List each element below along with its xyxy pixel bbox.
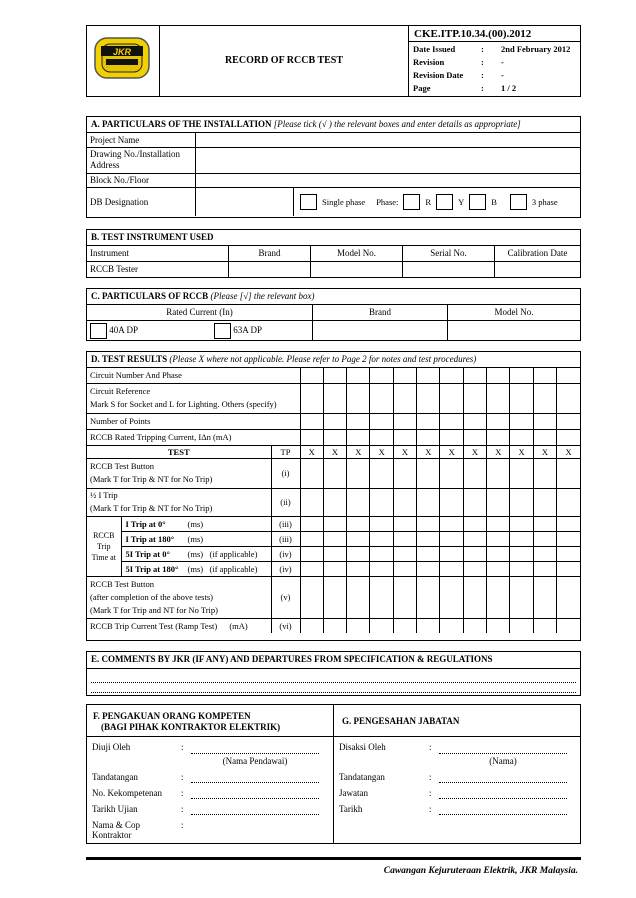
result-cell[interactable] [463,576,486,618]
result-cell[interactable] [370,561,393,576]
tp-vi: (vi) [271,618,300,633]
label-block: Block No./Floor [87,173,196,187]
f-stamp-label: Nama & Cop Kontraktor [92,820,140,840]
section-e [86,651,581,696]
footer-text: Cawangan Kejuruteraan Elektrik, JKR Malaysia. [383,866,578,876]
result-cell[interactable] [347,429,370,445]
label-half-trip [87,488,271,516]
result-cell[interactable] [417,576,440,618]
circuit-ref-line-1: Circuit Reference [90,386,151,396]
x-mark: X [393,445,416,458]
result-cell[interactable] [417,516,440,531]
circuit-ref-line-2: Mark S for Socket and L for Lighting. Others (specify) [90,399,277,409]
col-calibration: Calibration Date [495,246,581,261]
label-rated-trip: RCCB Rated Tripping Current, IΔn (mA) [87,429,300,445]
result-cell[interactable] [557,516,580,531]
half-trip-line-2: (Mark T for Trip & NT for No Trip) [90,503,213,513]
label-circuit-number: Circuit Number And Phase [87,368,300,383]
result-cell[interactable] [300,561,323,576]
result-cell[interactable] [417,618,440,633]
half-trip-line-1: ½ I Trip [90,490,118,500]
result-cell[interactable] [370,413,393,429]
result-cell[interactable] [300,488,323,516]
result-cell[interactable] [510,531,533,546]
result-cell[interactable] [393,576,416,618]
63a-label: 63A DP [233,324,263,335]
trip-row-label [121,531,271,546]
col-rccb-brand: Brand [313,305,448,320]
trip-row-label [121,516,271,531]
result-cell[interactable] [463,429,486,445]
g-signature-field[interactable] [439,772,567,783]
result-cell[interactable] [417,413,440,429]
result-cell[interactable] [440,488,463,516]
label-points: Number of Points [87,413,300,429]
result-cell[interactable] [370,429,393,445]
result-cell[interactable] [300,618,323,633]
result-cell[interactable] [370,531,393,546]
g-witness-field[interactable] [439,743,567,754]
result-cell[interactable] [323,516,346,531]
result-cell[interactable] [300,458,323,488]
trip-current: I Trip at 0° [125,518,166,529]
single-phase-checkbox[interactable] [300,194,317,210]
db-designation-field[interactable] [196,188,293,216]
result-cell[interactable] [323,383,346,413]
result-cell[interactable] [347,561,370,576]
trip-unit: (ms) [187,518,204,529]
result-cell[interactable] [323,531,346,546]
result-cell[interactable] [370,546,393,561]
meta-label: Revision Date [413,69,464,80]
after-line-2: (after completion of the above tests) [90,591,213,602]
result-cell[interactable] [557,546,580,561]
result-cell[interactable] [440,458,463,488]
result-cell[interactable] [463,458,486,488]
result-cell[interactable] [370,576,393,618]
result-cell[interactable] [557,413,580,429]
block-field[interactable] [196,173,581,187]
single-phase-label: Single phase [322,196,366,207]
result-cell[interactable] [487,531,510,546]
col-test: TEST [87,445,271,458]
col-tp: TP [271,445,300,458]
result-cell[interactable] [393,516,416,531]
f-signature-label: Tandatangan [92,772,138,782]
result-cell[interactable] [323,368,346,383]
result-cell[interactable] [533,546,556,561]
result-cell[interactable] [323,488,346,516]
g-date-label: Tarikh [339,804,363,814]
calibration-field[interactable] [495,261,581,277]
phase-y-checkbox[interactable] [436,194,453,210]
tp-trip: (iii) [271,516,300,531]
f-test-date-label: Tarikh Ujian [92,804,138,814]
result-cell[interactable] [440,618,463,633]
result-cell[interactable] [533,368,556,383]
result-cell[interactable] [417,546,440,561]
after-line-1: RCCB Test Button [90,578,154,589]
result-cell[interactable] [323,546,346,561]
result-cell[interactable] [393,429,416,445]
result-cell[interactable] [463,383,486,413]
result-cell[interactable] [487,516,510,531]
g-signature-label: Tandatangan [339,772,385,782]
result-cell[interactable] [417,368,440,383]
result-cell[interactable] [440,546,463,561]
x-mark: X [487,445,510,458]
section-b [86,229,581,278]
g-witness-label: Disaksi Oleh [339,742,386,752]
result-cell[interactable] [347,488,370,516]
result-cell[interactable] [510,561,533,576]
label-trip-time: RCCB Trip Time at [87,516,121,576]
section-f-heading: F. PENGAKUAN ORANG KOMPETEN [93,711,251,721]
row-rccb-tester: RCCB Tester [87,261,229,277]
result-cell[interactable] [510,618,533,633]
result-cell[interactable] [463,618,486,633]
label-after-test [87,576,271,618]
result-cell[interactable] [533,561,556,576]
label-ramp [87,618,271,633]
result-cell[interactable] [557,383,580,413]
rccb-brand-field[interactable] [313,320,448,341]
result-cell[interactable] [347,531,370,546]
section-a-heading: A. PARTICULARS OF THE INSTALLATION [91,119,272,129]
result-cell[interactable] [463,488,486,516]
phase-label: Phase: [376,196,399,207]
tp-trip: (iv) [271,561,300,576]
meta-value: 1 / 2 [501,82,517,93]
phase-b-label: B [491,196,497,207]
three-phase-label: 3 phase [531,196,558,207]
trip-unit: (ms) [187,563,204,574]
result-cell[interactable] [323,576,346,618]
result-cell[interactable] [487,383,510,413]
result-cell[interactable] [533,576,556,618]
result-cell[interactable] [300,576,323,618]
result-cell[interactable] [347,618,370,633]
result-cell[interactable] [487,488,510,516]
jkr-logo [93,36,151,80]
result-cell[interactable] [417,488,440,516]
f-signature-field[interactable] [191,772,319,783]
comment-line-1[interactable] [91,669,576,683]
result-cell[interactable] [533,516,556,531]
f-competency-label: No. Kekompetenan [92,788,162,798]
section-d-note: (Please X where not applicable. Please refer to Page 2 for notes and test procedures) [169,354,477,364]
result-cell[interactable] [487,576,510,618]
result-cell[interactable] [323,429,346,445]
col-instrument: Instrument [87,246,229,261]
result-cell[interactable] [300,531,323,546]
result-cell[interactable] [463,368,486,383]
meta-label: Page [413,82,431,93]
40a-label: 40A DP [109,324,139,335]
g-position-field[interactable] [439,788,567,799]
g-position-label: Jawatan [339,788,368,798]
result-cell[interactable] [347,546,370,561]
result-cell[interactable] [347,413,370,429]
result-cell[interactable] [557,576,580,618]
document-code: CKE.ITP.10.34.(00).2012 [414,28,532,40]
result-cell[interactable] [347,458,370,488]
result-cell[interactable] [487,429,510,445]
result-cell[interactable] [463,516,486,531]
result-cell[interactable] [440,383,463,413]
ramp-unit: (mA) [229,620,248,631]
ramp-text: RCCB Trip Current Test (Ramp Test) [90,620,218,631]
section-fg: F. PENGAKUAN ORANG KOMPETEN (BAGI PIHAK KONTRAKTOR ELEKTRIK) G. PENGESAHAN JABATAN Diuji Oleh : (Nama Pendawai) Tandatangan : No. Kekompetenan : Tarikh Ujian : Nama & Cop Kontraktor : Disaksi Oleh : (Nama) Tandatangan : Jawatan : Tarikh : [86,704,581,844]
result-cell[interactable] [533,413,556,429]
result-cell[interactable] [370,516,393,531]
serial-field[interactable] [403,261,495,277]
result-cell[interactable] [323,561,346,576]
section-d [86,351,581,641]
meta-sep: : [481,43,484,54]
section-c-note: (Please [√] the relevant box) [210,291,315,301]
x-mark: X [370,445,393,458]
result-cell[interactable] [510,488,533,516]
result-cell[interactable] [370,488,393,516]
label-db: DB Designation [87,187,196,216]
section-a [86,116,581,218]
result-cell[interactable] [533,488,556,516]
result-cell[interactable] [300,383,323,413]
result-cell[interactable] [393,368,416,383]
test-button-line-1: RCCB Test Button [90,461,154,471]
result-cell[interactable] [393,458,416,488]
section-g-heading: G. PENGESAHAN JABATAN [342,716,460,726]
result-cell[interactable] [370,618,393,633]
test-button-line-2: (Mark T for Trip & NT for No Trip) [90,474,213,484]
result-cell[interactable] [510,413,533,429]
result-cell[interactable] [440,576,463,618]
page-title: RECORD OF RCCB TEST [224,55,344,66]
meta-label: Date Issued [413,43,456,54]
result-cell[interactable] [393,546,416,561]
result-cell[interactable] [557,531,580,546]
result-cell[interactable] [347,383,370,413]
col-brand: Brand [229,246,311,261]
x-mark: X [557,445,580,458]
result-cell[interactable] [323,458,346,488]
result-cell[interactable] [487,561,510,576]
result-cell[interactable] [533,429,556,445]
result-cell[interactable] [440,561,463,576]
col-rccb-model: Model No. [448,305,581,320]
x-mark: X [440,445,463,458]
g-name: (Nama) [489,756,517,766]
result-cell[interactable] [510,429,533,445]
result-cell[interactable] [393,531,416,546]
model-field[interactable] [311,261,403,277]
result-cell[interactable] [440,429,463,445]
label-test-button [87,458,271,488]
meta-label: Revision [413,56,445,67]
result-cell[interactable] [440,516,463,531]
result-cell[interactable] [300,413,323,429]
result-cell[interactable] [300,368,323,383]
result-cell[interactable] [347,516,370,531]
result-cell[interactable] [300,546,323,561]
result-cell[interactable] [487,618,510,633]
trip-current: 5I Trip at 180° [125,563,179,574]
phase-r-label: R [425,196,432,207]
x-mark: X [463,445,486,458]
trip-note: (if applicable) [209,548,258,559]
result-cell[interactable] [533,383,556,413]
g-date-field[interactable] [439,804,567,815]
address-field[interactable] [196,147,581,173]
f-tested-by-label: Diuji Oleh [92,742,131,752]
x-mark: X [323,445,346,458]
result-cell[interactable] [440,413,463,429]
result-cell[interactable] [370,368,393,383]
f-officer-name: (Nama Pendawai) [222,756,288,766]
phase-r-checkbox[interactable] [403,194,420,210]
tp-v: (v) [271,576,300,618]
result-cell[interactable] [510,546,533,561]
x-mark: X [533,445,556,458]
section-f-subheading: (BAGI PIHAK KONTRAKTOR ELEKTRIK) [101,722,281,732]
result-cell[interactable] [510,576,533,618]
result-cell[interactable] [417,561,440,576]
result-cell[interactable] [533,531,556,546]
result-cell[interactable] [557,561,580,576]
result-cell[interactable] [440,368,463,383]
trip-current: I Trip at 180° [125,533,175,544]
f-competency-field[interactable] [191,788,319,799]
result-cell[interactable] [463,546,486,561]
rccb-model-field[interactable] [448,320,581,341]
meta-table [410,42,580,94]
trip-current: 5I Trip at 0° [125,548,170,559]
label-address: Drawing No./Installation Address [87,147,196,173]
trip-unit: (ms) [187,533,204,544]
trip-row-label [121,546,271,561]
trip-row-label [121,561,271,576]
section-c-heading: C. PARTICULARS OF RCCB [91,291,209,301]
label-circuit-reference [87,383,300,413]
tp-trip: (iv) [271,546,300,561]
63a-checkbox[interactable] [214,323,231,339]
result-cell[interactable] [440,531,463,546]
trip-unit: (ms) [187,548,204,559]
result-cell[interactable] [370,458,393,488]
result-cell[interactable] [557,488,580,516]
meta-sep: : [481,82,484,93]
tp-i: (i) [271,458,300,488]
result-cell[interactable] [463,531,486,546]
result-cell[interactable] [557,429,580,445]
result-cell[interactable] [323,618,346,633]
result-cell[interactable] [323,413,346,429]
phase-y-label: Y [458,196,465,207]
result-cell[interactable] [393,561,416,576]
result-cell[interactable] [557,458,580,488]
phase-b-checkbox[interactable] [469,194,486,210]
result-cell[interactable] [533,618,556,633]
result-cell[interactable] [417,383,440,413]
svg-text:JKR: JKR [112,47,132,57]
result-cell[interactable] [463,561,486,576]
section-d-heading: D. TEST RESULTS [91,354,168,364]
col-rated-current: Rated Current (In) [87,305,313,320]
project-name-field[interactable] [196,133,581,147]
x-mark: X [300,445,323,458]
x-mark: X [510,445,533,458]
result-cell[interactable] [393,383,416,413]
meta-value: - [501,56,504,67]
result-cell[interactable] [487,368,510,383]
result-cell[interactable] [510,383,533,413]
result-cell[interactable] [487,458,510,488]
meta-value: - [501,69,504,80]
meta-sep: : [481,56,484,67]
brand-field[interactable] [229,261,311,277]
result-cell[interactable] [417,429,440,445]
result-cell[interactable] [510,516,533,531]
x-mark: X [347,445,370,458]
footer-rule [86,857,581,860]
col-model: Model No. [311,246,403,261]
comment-line-2[interactable] [91,683,576,693]
result-cell[interactable] [417,458,440,488]
meta-value: 2nd February 2012 [501,43,571,54]
result-cell[interactable] [300,516,323,531]
section-a-note: [Please tick (√ ) the relevant boxes and enter details as appropriate] [273,119,521,129]
result-cell[interactable] [487,413,510,429]
trip-note: (if applicable) [209,563,258,574]
result-cell[interactable] [557,618,580,633]
result-cell[interactable] [393,618,416,633]
result-cell[interactable] [370,383,393,413]
section-c [86,288,581,341]
result-cell[interactable] [300,429,323,445]
result-cell[interactable] [393,413,416,429]
col-serial: Serial No. [403,246,495,261]
result-cell[interactable] [510,458,533,488]
result-cell[interactable] [417,531,440,546]
section-e-heading: E. COMMENTS BY JKR (IF ANY) AND DEPARTURES FROM SPECIFICATION & REGULATIONS [91,654,493,664]
result-cell[interactable] [510,368,533,383]
result-cell[interactable] [347,576,370,618]
40a-checkbox[interactable] [90,323,107,339]
section-b-heading: B. TEST INSTRUMENT USED [91,232,214,242]
result-cell[interactable] [487,546,510,561]
label-project-name: Project Name [87,133,196,147]
result-cell[interactable] [347,368,370,383]
x-mark: X [417,445,440,458]
tp-ii: (ii) [271,488,300,516]
f-test-date-field[interactable] [191,804,319,815]
tp-trip: (iii) [271,531,300,546]
three-phase-checkbox[interactable] [510,194,527,210]
meta-sep: : [481,69,484,80]
after-line-3: (Mark T for Trip and NT for No Trip) [90,604,218,615]
f-tested-by-field[interactable] [191,743,319,754]
result-cell[interactable] [463,413,486,429]
result-cell[interactable] [393,488,416,516]
result-cell[interactable] [557,368,580,383]
result-cell[interactable] [533,458,556,488]
